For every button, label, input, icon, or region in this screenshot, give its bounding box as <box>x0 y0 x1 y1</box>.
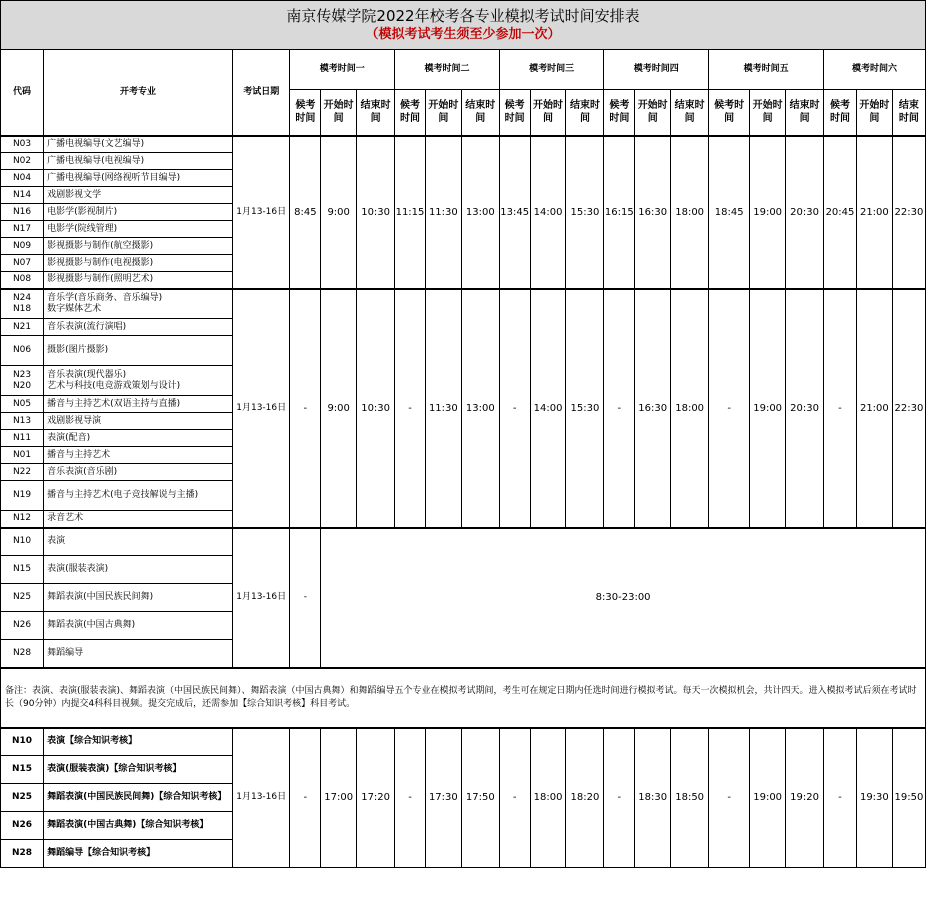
exam-date: 1月13-16日 <box>232 528 289 668</box>
time-cell: 15:30 <box>566 289 604 528</box>
sub-header: 开始时间 <box>856 90 892 136</box>
time-cell: 18:00 <box>530 728 566 868</box>
session-header: 模考时间二 <box>395 50 500 90</box>
sub-header: 候考时间 <box>709 90 750 136</box>
row-major: 影视摄影与制作(照明艺术) <box>44 272 233 289</box>
row-code: N28 <box>1 640 44 668</box>
row-major: 舞蹈表演(中国民族民间舞)【综合知识考核】 <box>44 784 233 812</box>
row-major: 表演【综合知识考核】 <box>44 728 233 756</box>
row-code: N28 <box>1 840 44 868</box>
row-major: 摄影(图片摄影) <box>44 336 233 366</box>
row-major: 影视摄影与制作(电视摄影) <box>44 255 233 272</box>
row-major: 广播电视编导(网络视听节目编导) <box>44 170 233 187</box>
time-cell: 11:30 <box>425 289 461 528</box>
row-code: N07 <box>1 255 44 272</box>
row-major: 舞蹈表演(中国民族民间舞) <box>44 584 233 612</box>
time-cell: - <box>395 728 426 868</box>
row-code: N15 <box>1 756 44 784</box>
time-cell: 17:30 <box>425 728 461 868</box>
time-cell: 16:30 <box>635 289 671 528</box>
time-cell: - <box>824 728 857 868</box>
row-major: 音乐表演(流行演唱) <box>44 319 233 336</box>
time-cell: - <box>290 289 321 528</box>
time-cell: 19:00 <box>750 289 786 528</box>
sub-header: 候考时间 <box>395 90 426 136</box>
page-subtitle: （模拟考试考生须至少参加一次） <box>365 27 561 42</box>
time-cell: 17:20 <box>357 728 395 868</box>
time-cell: - <box>290 728 321 868</box>
session-header: 模考时间四 <box>604 50 709 90</box>
exam-date: 1月13-16日 <box>232 136 289 289</box>
row-code: N21 <box>1 319 44 336</box>
row-code: N25 <box>1 584 44 612</box>
time-cell: 18:20 <box>566 728 604 868</box>
time-cell: 9:00 <box>321 136 357 289</box>
row-major: 表演(服装表演) <box>44 556 233 584</box>
row-code: N23 N20 <box>1 366 44 396</box>
row-major: 舞蹈编导【综合知识考核】 <box>44 840 233 868</box>
time-cell: - <box>499 289 530 528</box>
time-cell: 22:30 <box>892 289 925 528</box>
row-code: N24 N18 <box>1 289 44 319</box>
time-cell: 10:30 <box>357 289 395 528</box>
exam-date: 1月13-16日 <box>232 728 289 868</box>
time-cell: 16:15 <box>604 136 635 289</box>
row-code: N10 <box>1 728 44 756</box>
session-header: 模考时间六 <box>824 50 926 90</box>
date-header: 考试日期 <box>232 50 289 136</box>
row-code: N04 <box>1 170 44 187</box>
time-cell: 13:45 <box>499 136 530 289</box>
time-cell: 17:00 <box>321 728 357 868</box>
row-code: N13 <box>1 413 44 430</box>
time-cell: 15:30 <box>566 136 604 289</box>
sub-header: 候考时间 <box>499 90 530 136</box>
time-cell: 20:30 <box>786 289 824 528</box>
row-major: 广播电视编导(电视编导) <box>44 153 233 170</box>
sub-header: 候考时间 <box>604 90 635 136</box>
sub-header: 开始时间 <box>635 90 671 136</box>
time-cell: - <box>604 289 635 528</box>
row-code: N03 <box>1 136 44 153</box>
time-cell: 13:00 <box>461 289 499 528</box>
exam-date: 1月13-16日 <box>232 289 289 528</box>
time-cell: 21:00 <box>856 136 892 289</box>
time-cell: 19:50 <box>892 728 925 868</box>
sub-header: 结束时间 <box>671 90 709 136</box>
time-cell: - <box>499 728 530 868</box>
table-row <box>1 528 926 556</box>
sub-header: 开始时间 <box>321 90 357 136</box>
time-cell: 20:45 <box>824 136 857 289</box>
row-major: 表演(配音) <box>44 430 233 447</box>
time-cell: 14:00 <box>530 136 566 289</box>
time-cell: - <box>709 289 750 528</box>
row-code: N08 <box>1 272 44 289</box>
sub-header: 候考时间 <box>290 90 321 136</box>
table-row <box>1 728 926 756</box>
row-major: 播音与主持艺术(双语主持与直播) <box>44 396 233 413</box>
time-span: 8:30-23:00 <box>321 528 926 668</box>
row-code: N22 <box>1 464 44 481</box>
row-major: 表演 <box>44 528 233 556</box>
time-cell: 18:30 <box>635 728 671 868</box>
time-cell: 22:30 <box>892 136 925 289</box>
sub-header: 开始时间 <box>750 90 786 136</box>
row-major: 音乐学(音乐商务、音乐编导) 数字媒体艺术 <box>44 289 233 319</box>
row-major: 电影学(院线管理) <box>44 221 233 238</box>
table-row <box>1 136 926 153</box>
sub-header: 候考时间 <box>824 90 857 136</box>
time-cell: 8:45 <box>290 136 321 289</box>
row-major: 戏剧影视文学 <box>44 187 233 204</box>
time-cell: 13:00 <box>461 136 499 289</box>
time-cell: 11:30 <box>425 136 461 289</box>
row-major: 表演(服装表演)【综合知识考核】 <box>44 756 233 784</box>
time-cell: 20:30 <box>786 136 824 289</box>
time-cell: 11:15 <box>395 136 426 289</box>
sub-header: 开始时间 <box>425 90 461 136</box>
sub-header: 结束时间 <box>357 90 395 136</box>
row-code: N11 <box>1 430 44 447</box>
row-major: 录音艺术 <box>44 511 233 528</box>
sub-header: 开始时间 <box>530 90 566 136</box>
session-header: 模考时间三 <box>499 50 604 90</box>
time-cell: 21:00 <box>856 289 892 528</box>
time-cell: 18:45 <box>709 136 750 289</box>
row-major: 音乐表演(音乐剧) <box>44 464 233 481</box>
row-code: N10 <box>1 528 44 556</box>
row-major: 戏剧影视导演 <box>44 413 233 430</box>
row-code: N05 <box>1 396 44 413</box>
time-cell: - <box>395 289 426 528</box>
time-cell: - <box>604 728 635 868</box>
row-code: N09 <box>1 238 44 255</box>
row-code: N14 <box>1 187 44 204</box>
session-header: 模考时间五 <box>709 50 824 90</box>
row-code: N02 <box>1 153 44 170</box>
sub-header: 结束时间 <box>461 90 499 136</box>
row-code: N06 <box>1 336 44 366</box>
time-cell: - <box>709 728 750 868</box>
row-code: N26 <box>1 612 44 640</box>
time-cell: 18:00 <box>671 136 709 289</box>
row-major: 舞蹈表演(中国古典舞)【综合知识考核】 <box>44 812 233 840</box>
time-cell: 14:00 <box>530 289 566 528</box>
row-major: 舞蹈编导 <box>44 640 233 668</box>
row-major: 广播电视编导(文艺编导) <box>44 136 233 153</box>
wait-time: - <box>290 528 321 668</box>
row-code: N25 <box>1 784 44 812</box>
row-code: N15 <box>1 556 44 584</box>
sub-header: 结束时间 <box>566 90 604 136</box>
time-cell: 19:00 <box>750 136 786 289</box>
major-header: 开考专业 <box>44 50 233 136</box>
row-major: 舞蹈表演(中国古典舞) <box>44 612 233 640</box>
table-row <box>1 289 926 319</box>
row-code: N01 <box>1 447 44 464</box>
row-code: N17 <box>1 221 44 238</box>
time-cell: 19:20 <box>786 728 824 868</box>
note-text: 备注：表演、表演(服装表演)、舞蹈表演（中国民族民间舞）、舞蹈表演（中国古典舞）和舞蹈编导五个专业在模拟考试期间，考生可在规定日期内任选时间进行模拟考试。每天一次模拟机会，共计四天。进入模拟考试后须在考试时长（90分钟）内提交4科科目视频。提交完成后，还需参加【综合知识考核】科目考试。 <box>1 668 926 728</box>
row-code: N19 <box>1 481 44 511</box>
row-code: N26 <box>1 812 44 840</box>
time-cell: 18:00 <box>671 289 709 528</box>
row-major: 电影学(影视制片) <box>44 204 233 221</box>
row-code: N16 <box>1 204 44 221</box>
row-major: 播音与主持艺术 <box>44 447 233 464</box>
time-cell: - <box>824 289 857 528</box>
sub-header: 结束时间 <box>786 90 824 136</box>
time-cell: 19:00 <box>750 728 786 868</box>
time-cell: 10:30 <box>357 136 395 289</box>
time-cell: 18:50 <box>671 728 709 868</box>
code-header: 代码 <box>1 50 44 136</box>
sub-header: 结束时间 <box>892 90 925 136</box>
time-cell: 19:30 <box>856 728 892 868</box>
time-cell: 9:00 <box>321 289 357 528</box>
time-cell: 16:30 <box>635 136 671 289</box>
page-title: 南京传媒学院2022年校考各专业模拟考试时间安排表 <box>286 7 640 25</box>
row-code: N12 <box>1 511 44 528</box>
row-major: 影视摄影与制作(航空摄影) <box>44 238 233 255</box>
title-cell <box>1 1 926 50</box>
session-header: 模考时间一 <box>290 50 395 90</box>
time-cell: 17:50 <box>461 728 499 868</box>
row-major: 音乐表演(现代器乐) 艺术与科技(电竞游戏策划与设计) <box>44 366 233 396</box>
row-major: 播音与主持艺术(电子竞技解说与主播) <box>44 481 233 511</box>
